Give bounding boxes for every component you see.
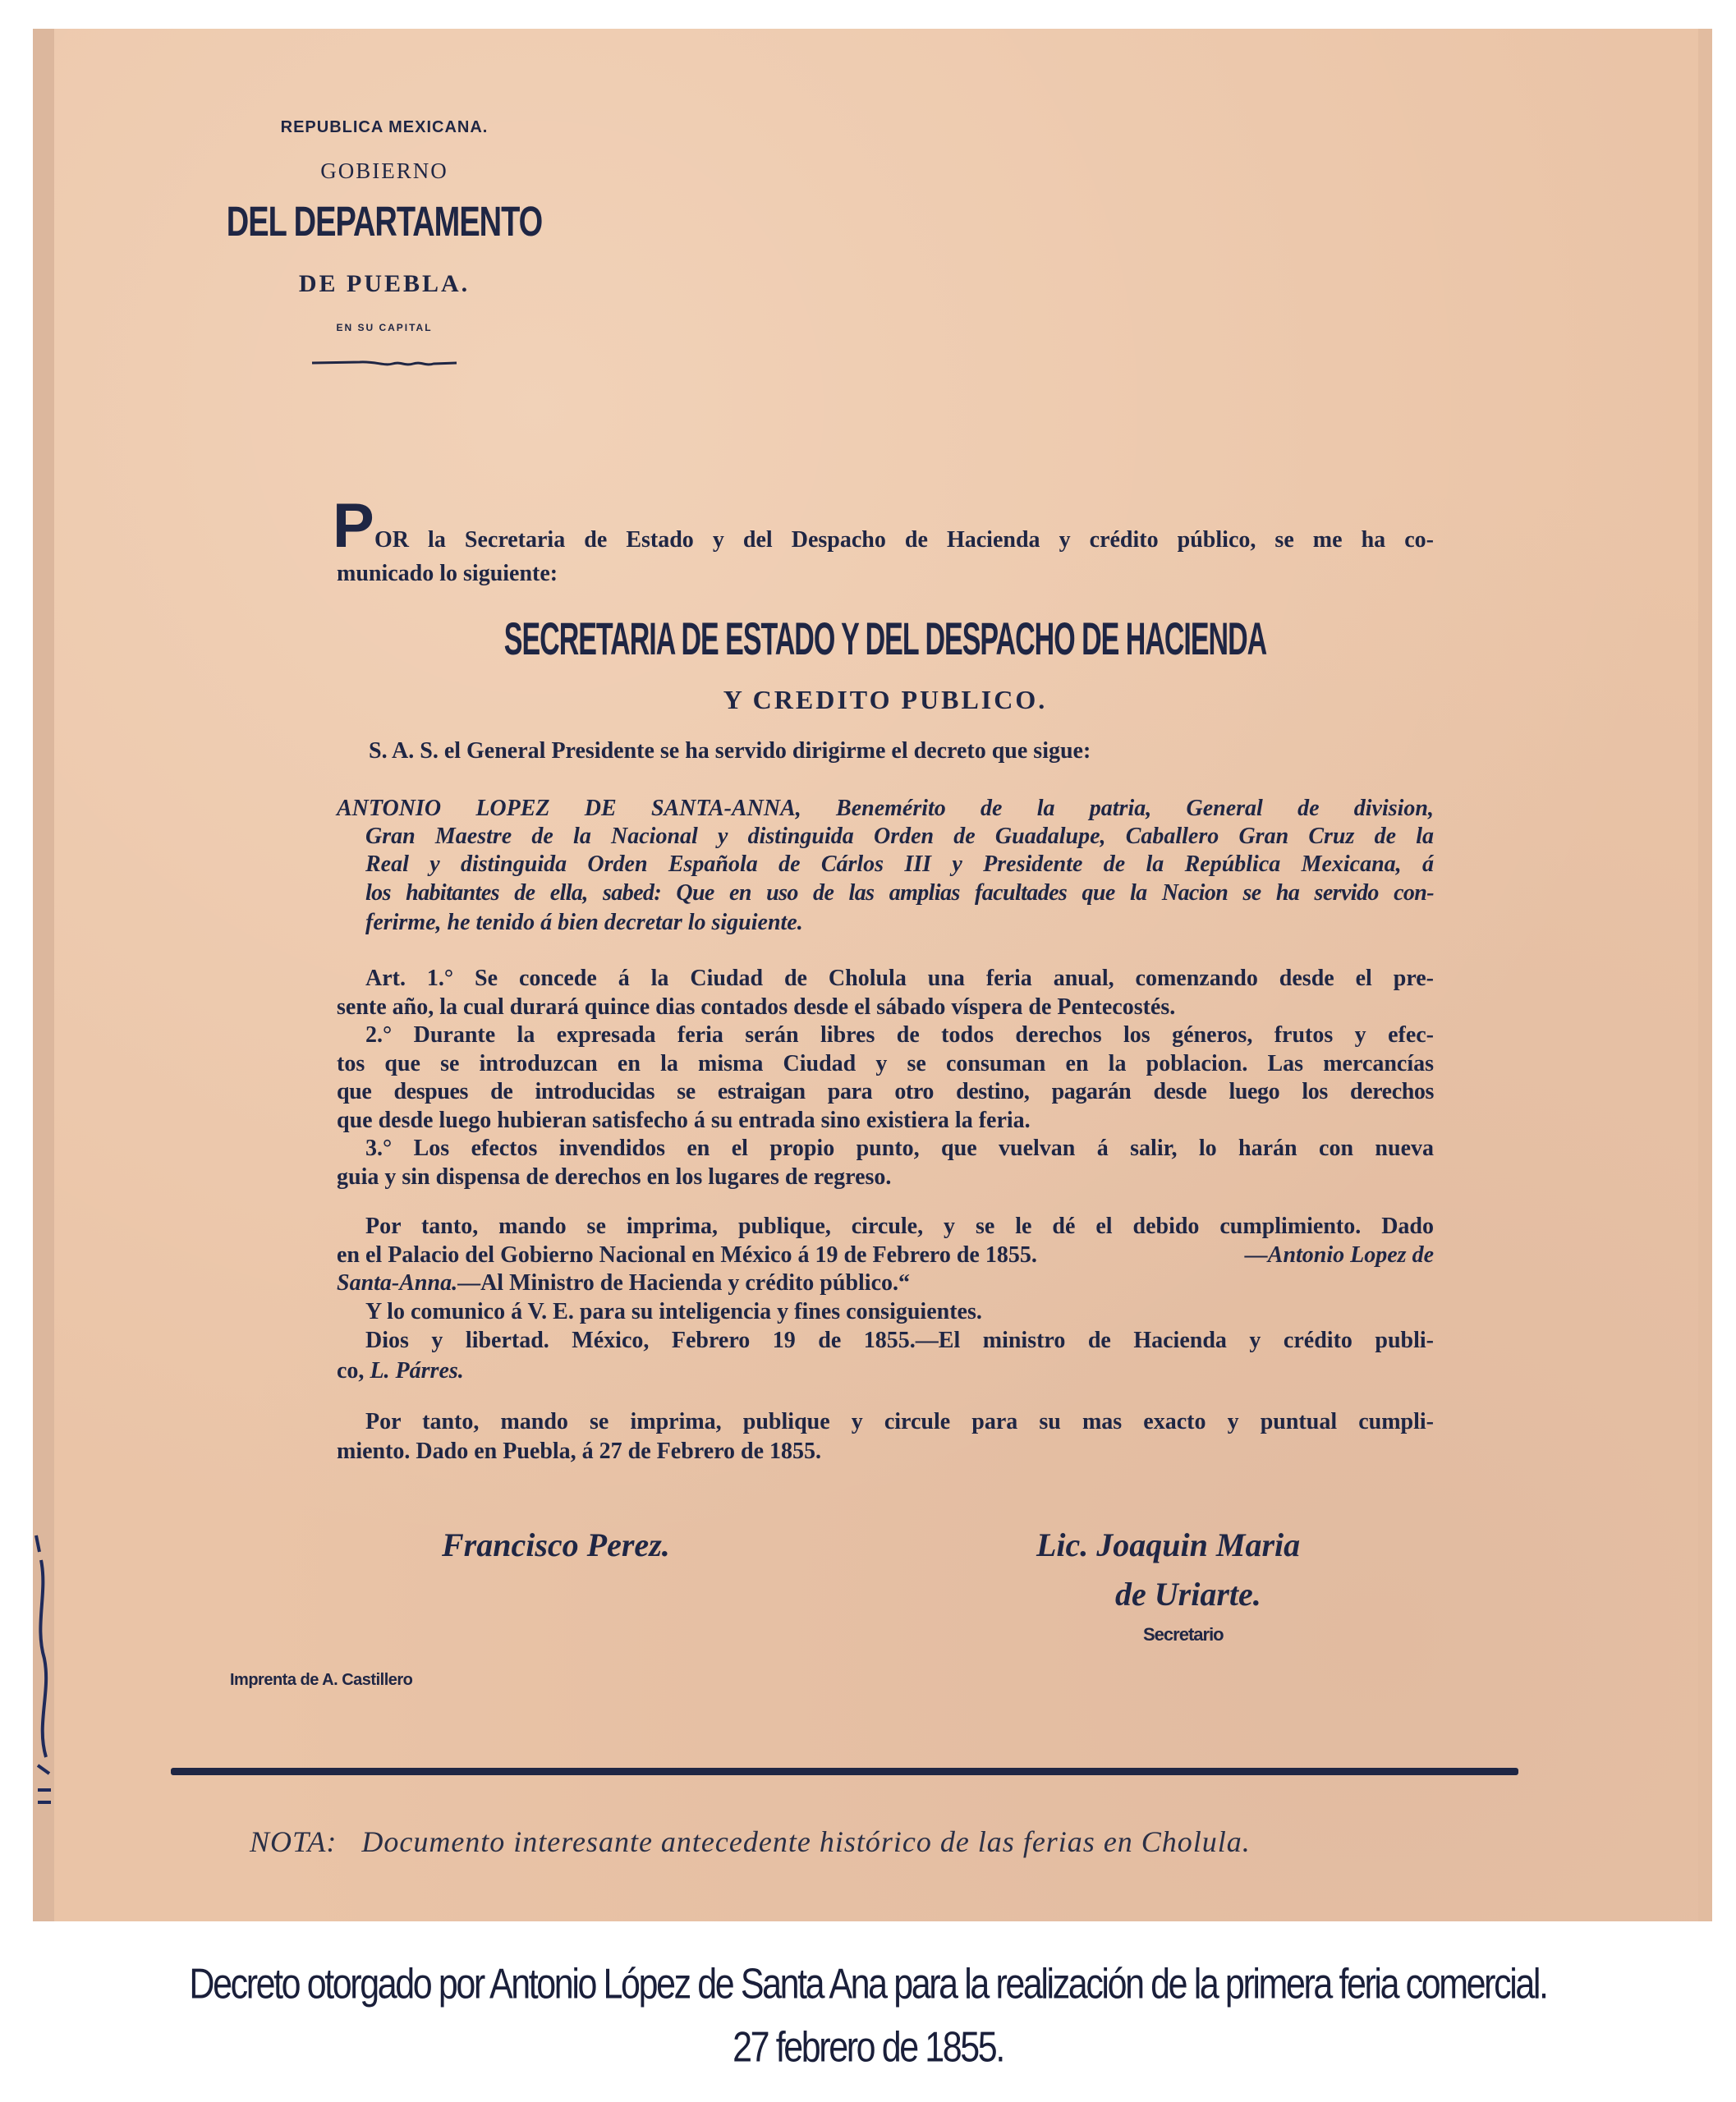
closing-line <box>337 1356 464 1386</box>
closing-line <box>337 1241 1434 1270</box>
closing-text: —Al Ministro de Hacienda y crédito público.“ <box>457 1270 910 1296</box>
nota <box>250 1824 1251 1859</box>
header-capital: EN SU CAPITAL <box>336 322 433 333</box>
article-line: tos que se introduzcan en la misma Ciudad y se consuman en la poblacion. Las mercancías <box>337 1051 1434 1076</box>
header-republic: REPUBLICA MEXICANA. <box>280 118 489 136</box>
article-line: Art. 1.° Se concede á la Ciudad de Cholula una feria anual, comenzando desde el pre- <box>365 966 1434 991</box>
caption-line-2: 27 febrero de 1855. <box>733 2024 1003 2072</box>
caption-line-1: Decreto otorgado por Antonio López de Santa Ana para la realización de la primera feria comercial. <box>189 1961 1547 2008</box>
header-puebla: DE PUEBLA. <box>298 270 471 297</box>
decree-line: los habitantes de ella, sabed: Que en uso de las amplias facultades que la Nacion se ha servido con- <box>365 880 1434 906</box>
divider-rule <box>171 1768 1518 1775</box>
binding-ornament-icon <box>31 1527 57 1823</box>
closing-signature-italic: —Antonio Lopez de <box>1244 1242 1434 1268</box>
printer-imprint: Imprenta de A. Castillero <box>230 1671 413 1689</box>
signature-francisco-perez: Francisco Perez. <box>442 1526 670 1563</box>
minister-name: L. Párres. <box>370 1358 464 1384</box>
intro-line: municado lo siguiente: <box>337 561 558 586</box>
signature-de-uriarte: de Uriarte. <box>1115 1576 1261 1613</box>
closing-line <box>337 1269 910 1298</box>
decree-line: ANTONIO LOPEZ DE SANTA-ANNA, Benemérito de la patria, General de division, <box>337 796 1434 821</box>
signature-joaquin-maria: Lic. Joaquin Maria <box>1036 1526 1301 1563</box>
header-gobierno: GOBIERNO <box>320 158 448 183</box>
nota-label: NOTA: <box>250 1825 338 1858</box>
article-line: 3.° Los efectos invendidos en el propio punto, que vuelvan á salir, lo harán con nueva <box>365 1136 1434 1161</box>
closing-line: Por tanto, mando se imprima, publique, circule, y se le dé el debido cumplimiento. Dado <box>365 1214 1434 1239</box>
drop-cap: P <box>333 491 374 561</box>
heading-title: SECRETARIA DE ESTADO Y DEL DESPACHO DE HACIENDA <box>503 613 1267 666</box>
header-flourish-icon <box>310 356 458 369</box>
nota-text: Documento interesante antecedente histórico de las ferias en Cholula. <box>361 1825 1251 1858</box>
sas-line: S. A. S. el General Presidente se ha servido dirigirme el decreto que sigue: <box>369 738 1091 764</box>
article-line: guia y sin dispensa de derechos en los lugares de regreso. <box>337 1164 892 1190</box>
article-line: que despues de introducidas se estraigan para otro destino, pagarán desde luego los derechos <box>337 1079 1434 1104</box>
closing-signature-italic: Santa-Anna. <box>337 1270 458 1296</box>
final-line: Por tanto, mando se imprima, publique y circule para su mas exacto y puntual cumpli- <box>365 1409 1434 1434</box>
article-line: sente año, la cual durará quince dias contados desde el sábado víspera de Pentecostés. <box>337 994 1176 1020</box>
article-line: 2.° Durante la expresada feria serán libres de todos derechos los géneros, frutos y efec- <box>365 1022 1434 1048</box>
page-right-edge <box>1698 29 1712 1921</box>
decree-line: ferirme, he tenido á bien decretar lo siguiente. <box>365 910 803 935</box>
decree-line: Gran Maestre de la Nacional y distinguida Orden de Guadalupe, Caballero Gran Cruz de la <box>365 824 1434 849</box>
signature-title: Secretario <box>1143 1624 1224 1645</box>
heading-subtitle: Y CREDITO PUBLICO. <box>723 685 1048 714</box>
intro-line: OR la Secretaria de Estado y del Despacho de Hacienda y crédito público, se me ha co- <box>374 527 1434 553</box>
closing-text: co, <box>337 1358 365 1384</box>
closing-line: Y lo comunico á V. E. para su inteligencia y fines consiguientes. <box>365 1299 982 1324</box>
closing-line: Dios y libertad. México, Febrero 19 de 1855.—El ministro de Hacienda y crédito publi- <box>365 1328 1434 1353</box>
decree-line: Real y distinguida Orden Española de Cárlos III y Presidente de la República Mexicana, á <box>365 851 1434 877</box>
closing-text: en el Palacio del Gobierno Nacional en México á 19 de Febrero de 1855. <box>337 1242 1037 1268</box>
header-departamento: DEL DEPARTAMENTO <box>226 199 543 246</box>
article-line: que desde luego hubieran satisfecho á su entrada sino existiera la feria. <box>337 1108 1031 1133</box>
final-line: miento. Dado en Puebla, á 27 de Febrero de 1855. <box>337 1439 822 1464</box>
